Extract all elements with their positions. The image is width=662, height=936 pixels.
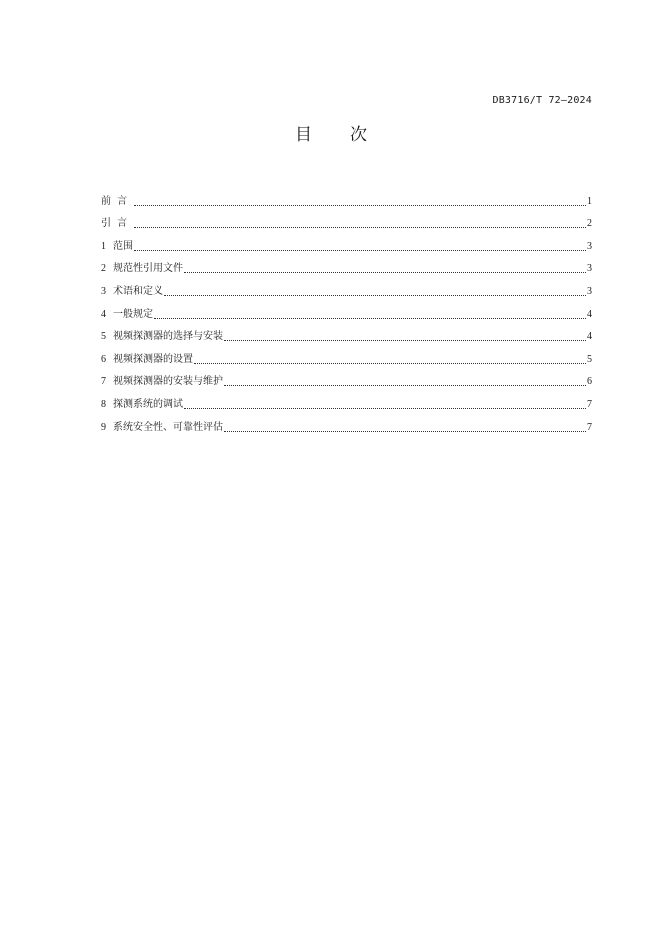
toc-entry-3[interactable]	[101, 276, 592, 299]
toc-leader-dots	[194, 363, 586, 364]
toc-entry-page: 7	[587, 398, 592, 410]
toc-entry-number: 1	[101, 240, 106, 252]
toc-entry-page: 2	[587, 218, 592, 230]
toc-entry-label: 视频探测器的设置	[113, 353, 193, 365]
toc-leader-dots	[184, 272, 586, 273]
toc-entry-page: 3	[587, 240, 592, 252]
toc-title-char-1: 目	[295, 125, 312, 145]
toc-entry-8[interactable]	[101, 389, 592, 412]
toc-leader-dots	[224, 340, 586, 341]
toc-entry-number: 9	[101, 421, 106, 433]
toc-entry-label: 术语和定义	[113, 285, 163, 297]
toc-entry-label: 范围	[113, 240, 133, 252]
toc-entry-4[interactable]	[101, 299, 592, 322]
toc-entry-1[interactable]	[101, 231, 592, 254]
toc-leader-dots	[184, 408, 586, 409]
toc-entry-label: 系统安全性、可靠性评估	[113, 421, 223, 433]
toc-entry-label: 一般规定	[113, 308, 153, 320]
toc-title-char-2: 次	[350, 125, 367, 145]
toc-entry-9[interactable]	[101, 412, 592, 435]
toc-entry-number: 7	[101, 376, 106, 388]
toc-entry-introduction[interactable]	[101, 209, 592, 232]
toc-entry-5[interactable]	[101, 322, 592, 345]
toc-entry-page: 7	[587, 421, 592, 433]
toc-entry-6[interactable]	[101, 344, 592, 367]
toc-entry-number: 4	[101, 308, 106, 320]
toc-entry-label: 引言	[101, 218, 133, 230]
toc-leader-dots	[224, 385, 586, 386]
toc-leader-dots	[134, 227, 586, 228]
toc-entry-number: 6	[101, 353, 106, 365]
toc-entry-number: 2	[101, 263, 106, 275]
toc-list	[101, 186, 592, 435]
toc-leader-dots	[134, 205, 586, 206]
toc-entry-foreword[interactable]	[101, 186, 592, 209]
toc-entry-number: 5	[101, 331, 106, 343]
toc-entry-number: 8	[101, 398, 106, 410]
toc-title	[0, 120, 662, 145]
toc-entry-page: 5	[587, 353, 592, 365]
toc-entry-label: 规范性引用文件	[113, 263, 183, 275]
toc-leader-dots	[154, 318, 586, 319]
toc-leader-dots	[224, 431, 586, 432]
toc-entry-number: 3	[101, 285, 106, 297]
toc-entry-page: 6	[587, 376, 592, 388]
toc-entry-label: 前言	[101, 195, 133, 207]
toc-leader-dots	[134, 250, 586, 251]
toc-entry-label: 视频探测器的安装与维护	[113, 376, 223, 388]
toc-leader-dots	[164, 295, 586, 296]
toc-entry-page: 1	[587, 195, 592, 207]
toc-entry-page: 4	[587, 308, 592, 320]
toc-entry-label: 探测系统的调试	[113, 398, 183, 410]
toc-entry-page: 3	[587, 263, 592, 275]
toc-entry-2[interactable]	[101, 254, 592, 277]
toc-entry-page: 3	[587, 285, 592, 297]
toc-entry-page: 4	[587, 331, 592, 343]
toc-entry-label: 视频探测器的选择与安装	[113, 331, 223, 343]
toc-entry-7[interactable]	[101, 367, 592, 390]
document-code: DB3716/T 72—2024	[492, 95, 592, 106]
